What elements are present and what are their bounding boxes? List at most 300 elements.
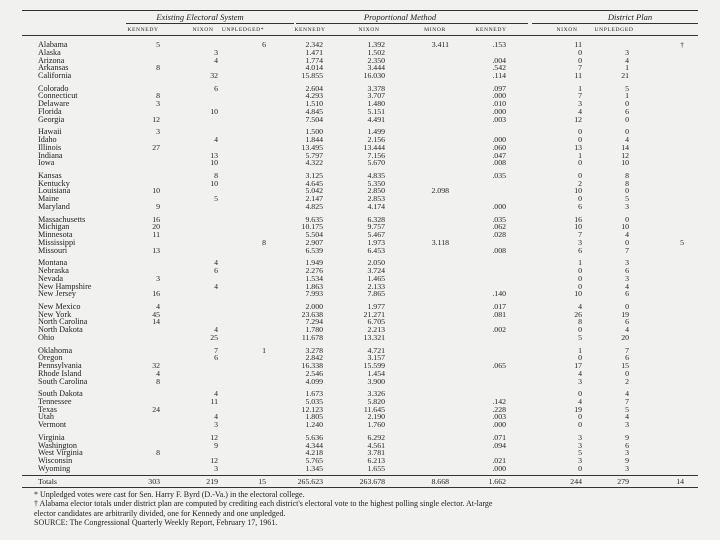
table-cell: † [680,40,684,49]
state-name: Michigan [38,222,70,232]
table-cell: 6.453 [367,245,385,255]
table-cell: 2.604 [305,83,323,93]
state-name: Rhode Island [38,368,82,378]
table-cell: 5.350 [367,178,385,188]
table-cell: 4.491 [367,114,385,124]
table-cell: 1.774 [305,55,323,65]
table-cell: 2.850 [367,186,385,196]
table-cell: 4 [214,258,218,268]
state-name: Alaska [38,47,61,57]
table-cell: 6 [625,266,629,275]
table-cell: 7 [578,230,582,240]
state-name: Virginia [38,432,65,442]
table-cell: 14 [152,317,160,327]
group-rule-proportional [296,23,528,24]
totals-cell: 15 [258,476,266,486]
table-cell: 8 [578,317,582,327]
table-cell: .003 [492,412,506,422]
table-cell: 5.035 [305,396,323,406]
table-cell: 9.635 [305,214,323,224]
table-cell: 3 [625,47,629,57]
table-cell: 1.392 [367,40,385,49]
table-cell: 21 [621,71,629,80]
table-cell: 0 [578,47,582,57]
state-name: Utah [38,412,54,422]
table-cell: .008 [492,245,506,255]
table-cell: 20 [152,222,160,232]
table-cell: 12 [574,114,582,124]
table-cell: 1.534 [305,273,323,283]
column-header: MINOR [424,27,446,33]
table-cell: .153 [492,40,506,49]
table-cell: .094 [492,440,506,450]
table-cell: 19 [621,309,629,319]
table-cell: .047 [492,150,506,160]
state-name: Florida [38,106,62,116]
table-cell: 4 [214,135,218,145]
table-cell: 10 [210,106,218,116]
table-cell: 0 [578,158,582,168]
table-cell: 4.561 [367,440,385,450]
table-cell: 1.465 [367,273,385,283]
table-cell: 4 [214,412,218,422]
table-cell: 7 [578,91,582,101]
table-cell: 5.042 [305,186,323,196]
table-cell: 4 [625,389,629,399]
column-header: UNPLEDGED [594,27,634,33]
state-name: Texas [38,404,57,414]
table-cell: 3 [156,99,160,109]
table-cell: .000 [492,106,506,116]
table-cell: 4.835 [367,170,385,180]
table-cell: 3.900 [367,376,385,386]
table-cell: 8 [262,237,266,247]
table-cell: 1.502 [367,47,385,57]
totals-cell: 1.662 [488,476,506,486]
table-cell: 3.125 [305,170,323,180]
group-proportional-method: Proportional Method [363,12,437,22]
state-name: Illinois [38,142,62,152]
table-cell: 3.724 [367,266,385,275]
table-cell: 13 [210,150,218,160]
table-cell: 8 [625,178,629,188]
top-rule [22,10,698,11]
table-cell: 11 [574,71,582,80]
table-cell: 10 [621,222,629,232]
table-cell: 10 [574,222,582,232]
table-cell: 4 [625,412,629,422]
table-cell: 6 [625,317,629,327]
table-cell: .065 [492,361,506,371]
state-name: Hawaii [38,127,62,137]
table-cell: 3.444 [367,63,385,73]
table-cell: 3 [578,376,582,386]
state-name: Georgia [38,114,65,124]
table-cell: 2 [578,178,582,188]
state-name: Wyoming [38,463,71,473]
table-cell: 1.863 [305,281,323,291]
state-name: Kansas [38,170,62,180]
table-cell: 4.218 [305,448,323,458]
table-cell: 3 [625,420,629,430]
table-cell: 4 [625,230,629,240]
table-cell: 32 [210,71,218,80]
table-cell: 0 [578,273,582,283]
table-cell: 1.949 [305,258,323,268]
table-cell: 8 [156,448,160,458]
table-cell: 16 [152,214,160,224]
table-cell: 2.147 [305,194,323,204]
state-name: Alabama [38,40,68,49]
table-cell: 10 [621,158,629,168]
table-cell: .062 [492,222,506,232]
table-cell: 0 [625,99,629,109]
table-cell: 7 [578,63,582,73]
table-cell: 4 [214,389,218,399]
table-cell: 3.411 [431,40,449,49]
table-cell: 4.293 [305,91,323,101]
table-cell: 1.805 [305,412,323,422]
table-cell: 4.344 [305,440,323,450]
table-cell: 10 [210,178,218,188]
table-cell: 2.342 [305,40,323,49]
table-cell: 27 [152,142,160,152]
state-name: Indiana [38,150,63,160]
state-name: Nevada [38,273,64,283]
state-name: Maryland [38,201,70,211]
table-cell: 7.865 [367,289,385,299]
state-name: New Mexico [38,301,81,311]
table-cell: 1 [262,345,266,355]
table-cell: 12 [210,432,218,442]
column-header: UNPLEDGED* [221,27,265,33]
table-cell: 1 [578,345,582,355]
table-cell: 3.707 [367,91,385,101]
table-cell: 2.098 [431,186,449,196]
table-cell: 11 [210,396,218,406]
table-cell: 1.973 [367,237,385,247]
table-cell: 4 [625,325,629,335]
table-cell: 4 [156,368,160,378]
table-cell: 0 [625,186,629,196]
state-name: Kentucky [38,178,70,188]
table-cell: 5 [156,40,160,49]
table-cell: 6 [625,440,629,450]
table-cell: 1.499 [367,127,385,137]
table-cell: 7 [625,245,629,255]
table-cell: 13.444 [363,142,385,152]
table-cell: 1.760 [367,420,385,430]
footnote: SOURCE: The Congressional Quarterly Weekly Report, February 17, 1961. [34,518,278,528]
table-cell: 11 [574,40,582,49]
table-cell: .002 [492,325,506,335]
table-cell: 4 [625,55,629,65]
table-cell: 4.645 [305,178,323,188]
table-cell: 6 [262,40,266,49]
table-cell: .097 [492,83,506,93]
table-cell: 0 [578,463,582,473]
totals-cell: 303 [148,476,160,486]
table-cell: 8 [214,170,218,180]
table-cell: 24 [152,404,160,414]
table-cell: 16 [574,214,582,224]
totals-cell: 8.668 [431,476,449,486]
table-cell: 17 [574,361,582,371]
table-cell: .003 [492,114,506,124]
table-cell: 7 [214,345,218,355]
table-cell: .140 [492,289,506,299]
state-name: South Dakota [38,389,83,399]
state-name: Louisiana [38,186,71,196]
table-cell: 3 [578,237,582,247]
table-cell: 3.118 [431,237,449,247]
table-cell: 10.175 [301,222,323,232]
table-cell: 0 [578,170,582,180]
table-cell: 2.000 [305,301,323,311]
table-cell: 5 [578,448,582,458]
table-cell: 1.480 [367,99,385,109]
table-cell: .035 [492,214,506,224]
column-header: KENNEDY [475,27,507,33]
table-cell: 5 [625,404,629,414]
totals-cell: 279 [617,476,629,486]
table-cell: 2.133 [367,281,385,291]
table-cell: 25 [210,332,218,342]
table-cell: 0 [578,325,582,335]
table-cell: 16 [152,289,160,299]
table-cell: 2.190 [367,412,385,422]
totals-rule [22,475,698,476]
table-cell: .081 [492,309,506,319]
state-name: South Carolina [38,376,88,386]
table-cell: 1.673 [305,389,323,399]
table-cell: 5 [578,332,582,342]
table-cell: 6 [214,353,218,363]
table-cell: 8 [156,63,160,73]
state-name: West Virginia [38,448,83,458]
totals-label: Totals [38,476,57,486]
table-cell: 0 [578,281,582,291]
table-cell: 6 [578,245,582,255]
table-cell: 3 [578,456,582,466]
table-cell: .035 [492,170,506,180]
table-cell: .060 [492,142,506,152]
table-cell: 0 [578,353,582,363]
table-cell: 3.278 [305,345,323,355]
table-cell: 13.321 [363,332,385,342]
table-cell: 0 [625,214,629,224]
state-name: California [38,71,72,80]
table-cell: 0 [578,412,582,422]
table-cell: 1.454 [367,368,385,378]
table-cell: 6 [214,83,218,93]
state-name: Tennessee [38,396,72,406]
footnote: † Alabama elector totals under district plan are computed by crediting each district's electoral vote to the highest polling single elector. At-large [34,499,493,509]
state-name: North Dakota [38,325,83,335]
table-cell: 1 [578,83,582,93]
table-cell: 5.467 [367,230,385,240]
group-rule-existing [126,23,294,24]
table-cell: 3 [156,273,160,283]
table-cell: .028 [492,230,506,240]
table-cell: 4.845 [305,106,323,116]
totals-cell: 219 [206,476,218,486]
table-cell: 3 [214,420,218,430]
table-cell: 6.328 [367,214,385,224]
table-cell: .010 [492,99,506,109]
table-cell: 5 [214,194,218,204]
state-name: Idaho [38,135,57,145]
table-cell: 11 [152,230,160,240]
table-cell: 12 [210,456,218,466]
table-cell: .142 [492,396,506,406]
column-header: NIXON [556,27,578,33]
table-cell: 5.820 [367,396,385,406]
table-cell: 4 [578,106,582,116]
table-cell: 20 [621,332,629,342]
table-cell: 3 [625,273,629,283]
state-name: New York [38,309,72,319]
table-cell: 1 [625,63,629,73]
state-name: Delaware [38,99,70,109]
table-cell: 6 [625,106,629,116]
table-cell: 6.213 [367,456,385,466]
table-cell: 1 [578,150,582,160]
table-cell: 3 [578,432,582,442]
table-cell: 3 [625,258,629,268]
table-cell: 2.156 [367,135,385,145]
table-cell: 5.636 [305,432,323,442]
table-cell: 15.599 [363,361,385,371]
state-name: Iowa [38,158,55,168]
table-cell: 8 [625,170,629,180]
table-cell: 13.495 [301,142,323,152]
column-header: NIXON [192,27,214,33]
table-cell: 2.050 [367,258,385,268]
table-cell: 1.510 [305,99,323,109]
table-cell: 0 [578,420,582,430]
table-cell: 3.378 [367,83,385,93]
table-cell: 0 [578,389,582,399]
table-cell: 0 [578,266,582,275]
table-cell: 3.157 [367,353,385,363]
table-cell: 1 [578,258,582,268]
table-cell: 9 [625,456,629,466]
table-cell: 0 [578,127,582,137]
group-district-plan: District Plan [607,12,653,22]
table-cell: 4.174 [367,201,385,211]
table-cell: 1 [625,91,629,101]
totals-cell: 265.623 [297,476,323,486]
table-cell: 3.781 [367,448,385,458]
table-cell: 4 [578,368,582,378]
state-name: Vermont [38,420,67,430]
table-cell: 9 [156,201,160,211]
table-cell: 3 [625,463,629,473]
table-cell: 4.014 [305,63,323,73]
table-cell: 5.151 [367,106,385,116]
table-cell: 7 [625,345,629,355]
table-cell: 1.471 [305,47,323,57]
table-cell: 10 [574,186,582,196]
table-cell: .000 [492,420,506,430]
footnote-rule [22,487,698,488]
table-cell: 2 [625,376,629,386]
table-cell: 4 [578,396,582,406]
table-cell: 7.156 [367,150,385,160]
table-cell: 1.345 [305,463,323,473]
table-cell: .008 [492,158,506,168]
state-name: Arizona [38,55,65,65]
table-cell: 5.765 [305,456,323,466]
table-cell: 3 [625,201,629,211]
table-cell: 3 [578,440,582,450]
state-name: North Carolina [38,317,88,327]
table-cell: .114 [492,71,506,80]
table-cell: 13 [574,142,582,152]
table-cell: 5.797 [305,150,323,160]
table-cell: 4.322 [305,158,323,168]
footnote: elector candidates are arbitrarily divided, one for Kennedy and one unpledged. [34,508,286,518]
table-cell: 3 [156,127,160,137]
state-name: Massachusetts [38,214,86,224]
table-cell: 0 [625,114,629,124]
table-cell: 16.030 [363,71,385,80]
table-cell: 9.757 [367,222,385,232]
table-cell: 3 [214,47,218,57]
state-name: New Hampshire [38,281,92,291]
table-cell: 2.276 [305,266,323,275]
table-cell: 3 [625,448,629,458]
table-cell: .542 [492,63,506,73]
state-name: Oklahoma [38,345,73,355]
table-cell: 5.670 [367,158,385,168]
table-cell: .004 [492,55,506,65]
table-cell: 4 [214,281,218,291]
table-cell: 9 [214,440,218,450]
table-cell: 6.292 [367,432,385,442]
table-cell: 6 [214,266,218,275]
footnote: * Unpledged votes were cast for Sen. Harry F. Byrd (D.-Va.) in the electoral college. [34,489,305,499]
table-cell: 7.294 [305,317,323,327]
table-cell: 0 [625,301,629,311]
table-cell: 4 [578,301,582,311]
table-cell: 2.853 [367,194,385,204]
state-name: Wisconsin [38,456,73,466]
table-cell: 6 [625,289,629,299]
table-cell: .228 [492,404,506,414]
table-cell: 4.825 [305,201,323,211]
table-cell: 6.539 [305,245,323,255]
table-cell: 12 [621,150,629,160]
column-header: NIXON [358,27,380,33]
table-cell: 10 [210,158,218,168]
table-cell: 19 [574,404,582,414]
table-cell: 15 [621,361,629,371]
table-cell: 13 [152,245,160,255]
table-cell: 8 [156,91,160,101]
state-name: Arkansas [38,63,69,73]
state-name: Washington [38,440,77,450]
table-cell: 5.504 [305,230,323,240]
table-cell: 1.500 [305,127,323,137]
table-cell: 23.638 [301,309,323,319]
table-cell: 2.842 [305,353,323,363]
state-name: Montana [38,258,68,268]
table-cell: 11.645 [363,404,385,414]
table-cell: 0 [625,368,629,378]
table-cell: 5 [625,83,629,93]
